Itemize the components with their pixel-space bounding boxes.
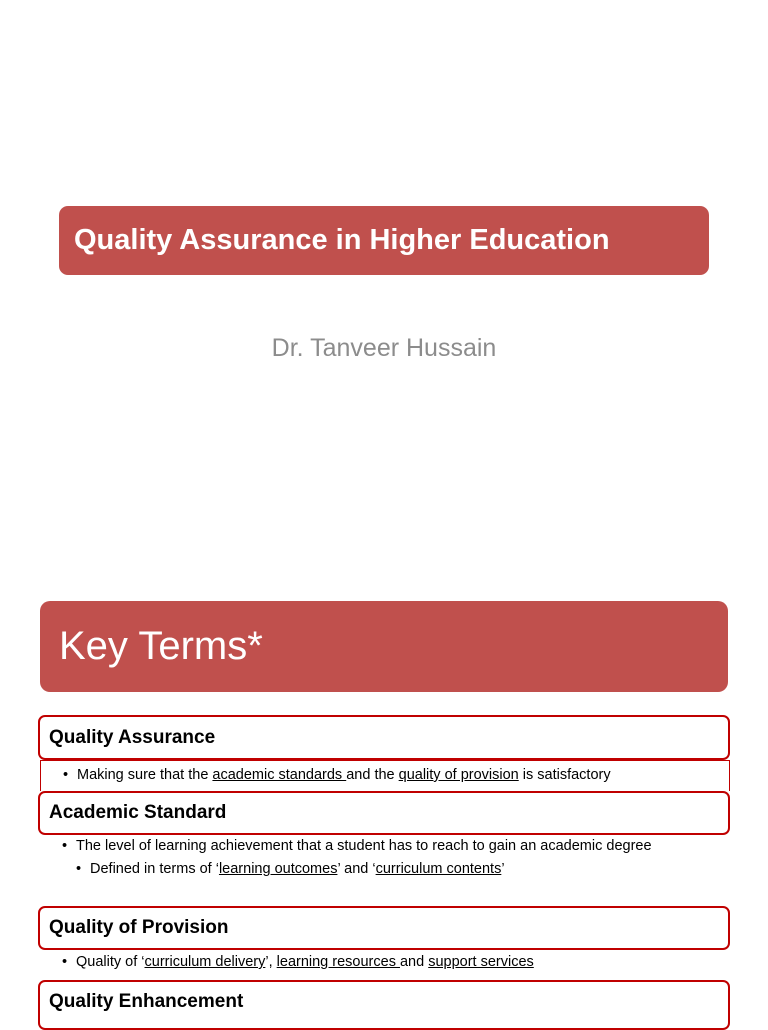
term-reference: curriculum contents xyxy=(375,861,502,877)
key-terms-slide xyxy=(0,576,768,1024)
slide-title: Quality Assurance in Higher Education xyxy=(59,206,709,275)
term-reference: learning resources xyxy=(276,954,400,970)
term-description-quality-assurance xyxy=(40,760,730,791)
term-description-quality-of-provision xyxy=(40,952,730,972)
term-reference: support services xyxy=(428,954,534,970)
term-quality-assurance xyxy=(38,715,730,760)
term-reference: quality of provision xyxy=(398,767,519,783)
slide-heading: Key Terms* xyxy=(40,601,728,692)
desc-text: and the xyxy=(346,767,399,783)
sub-bullet-item xyxy=(40,859,690,879)
term-reference: curriculum delivery xyxy=(144,954,266,970)
term-academic-standard xyxy=(38,791,730,835)
desc-text: ’ xyxy=(501,861,505,877)
term-quality-enhancement xyxy=(38,980,730,1030)
desc-text: Making sure that the xyxy=(77,767,213,783)
term-label: Quality Assurance xyxy=(49,727,216,748)
term-quality-of-provision xyxy=(38,906,730,950)
author-subtitle: Dr. Tanveer Hussain xyxy=(271,334,497,362)
bullet-item: • The level of learning achievement that a student has to reach to gain an academic degree xyxy=(40,836,690,856)
bullet-item xyxy=(40,952,730,972)
term-reference: academic standards xyxy=(212,767,347,783)
desc-text: ’ and ‘ xyxy=(337,861,376,877)
term-label: Academic Standard xyxy=(49,802,227,823)
desc-text: Defined in terms of ‘ xyxy=(90,861,219,877)
term-label: Quality Enhancement xyxy=(49,991,244,1012)
term-description-academic-standard xyxy=(40,836,730,879)
term-label: Quality of Provision xyxy=(49,917,229,938)
desc-text: ’, xyxy=(265,954,277,970)
desc-text: and xyxy=(399,954,429,970)
desc-text: Quality of ‘ xyxy=(76,954,145,970)
term-reference: learning outcomes xyxy=(218,861,338,877)
desc-text: is satisfactory xyxy=(518,767,611,783)
bullet-item xyxy=(41,765,729,785)
